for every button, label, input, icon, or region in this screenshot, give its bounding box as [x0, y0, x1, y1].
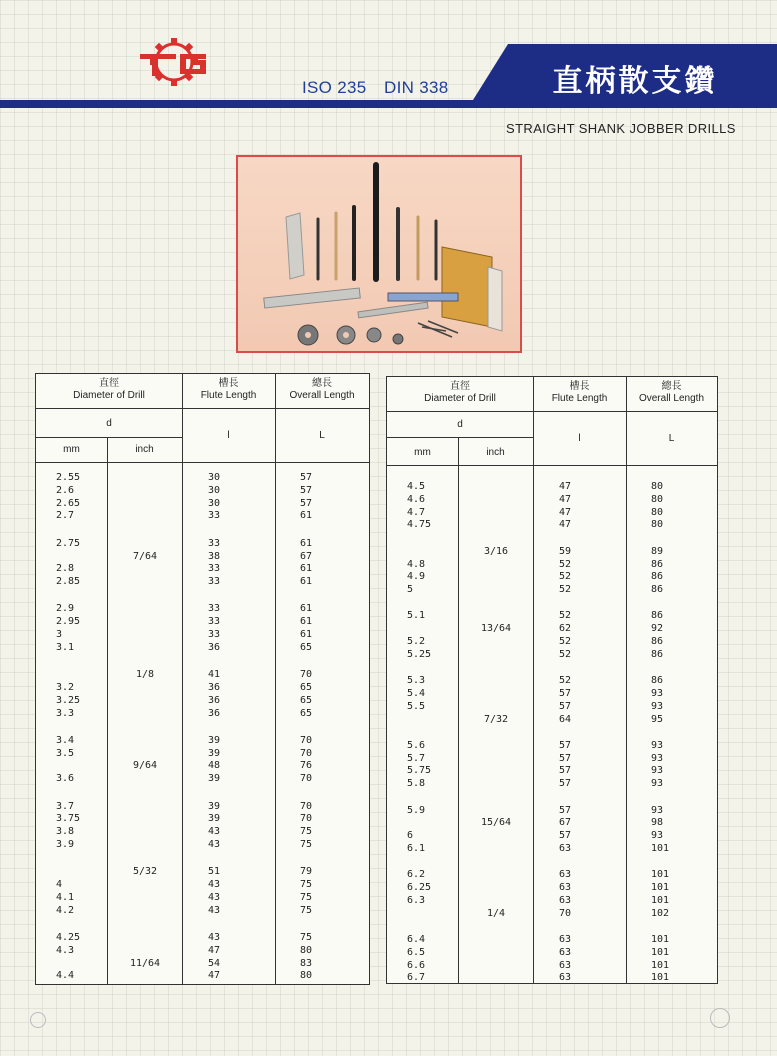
l-header: l	[227, 430, 230, 441]
cell-L: 61	[300, 576, 313, 588]
cell-L: 65	[300, 707, 313, 719]
cell-L: 61	[300, 563, 313, 575]
cell-l: 39	[208, 773, 221, 785]
cell-l: 57	[559, 765, 572, 777]
cell-l: 63	[559, 972, 572, 984]
cell-mm: 6.6	[407, 959, 426, 971]
cell-L: 86	[651, 584, 664, 596]
cell-L: 93	[651, 687, 664, 699]
cell-inch: 15/64	[480, 817, 512, 829]
cell-l: 67	[559, 817, 572, 829]
cell-L: 80	[651, 493, 664, 505]
d-header: d	[457, 419, 463, 430]
cell-mm: 2.9	[56, 603, 75, 615]
cell-mm: 3.1	[56, 641, 75, 653]
cell-L: 70	[300, 773, 313, 785]
cell-L: 102	[651, 907, 670, 919]
cell-L: 93	[651, 778, 664, 790]
cell-L: 86	[651, 571, 664, 583]
cell-l: 57	[559, 752, 572, 764]
cell-l: 63	[559, 946, 572, 958]
cell-l: 39	[208, 747, 221, 759]
cell-l: 63	[559, 882, 572, 893]
cell-mm: 3.9	[56, 838, 75, 850]
cell-mm: 5.75	[407, 765, 432, 777]
cell-mm: 6.25	[407, 882, 432, 893]
cell-l: 43	[208, 904, 221, 916]
diameter-header: 直徑 Diameter of Drill	[424, 381, 496, 404]
cell-mm: 2.95	[56, 616, 81, 628]
cell-L: 93	[651, 830, 664, 842]
cell-l: 33	[208, 563, 221, 575]
cell-mm: 4.1	[56, 891, 75, 903]
cell-mm: 6.4	[407, 933, 426, 945]
cell-L: 86	[651, 558, 664, 570]
cell-l: 43	[208, 931, 221, 943]
cell-mm: 4.2	[56, 904, 75, 916]
overall-length-header: 總長 Overall Length	[638, 381, 705, 404]
cell-l: 52	[559, 584, 572, 596]
cell-mm: 3.75	[56, 813, 81, 825]
cell-l: 54	[208, 957, 221, 969]
cell-l: 57	[559, 739, 572, 751]
cell-l: 30	[208, 472, 221, 483]
cell-L: 57	[300, 472, 313, 483]
cell-mm: 5.5	[407, 700, 426, 712]
cell-L: 65	[300, 681, 313, 693]
cell-l: 63	[559, 869, 572, 881]
cell-inch: 7/64	[132, 550, 158, 562]
cell-mm: 3.4	[56, 734, 75, 746]
cell-inch: 9/64	[132, 760, 158, 772]
cell-L: 57	[300, 497, 313, 509]
cell-mm: 6.1	[407, 842, 426, 854]
cell-L: 93	[651, 804, 664, 816]
cell-l: 43	[208, 838, 221, 850]
cell-l: 51	[208, 866, 221, 878]
cell-l: 47	[559, 481, 572, 492]
cell-mm: 3.3	[56, 707, 75, 719]
cell-L: 93	[651, 700, 664, 712]
flute-length-header: 槽長 Flute Length	[200, 378, 257, 401]
cell-l: 36	[208, 694, 221, 706]
product-photo	[236, 155, 522, 353]
cell-mm: 4.4	[56, 970, 75, 982]
cell-mm: 5.25	[407, 648, 432, 660]
din-standard: DIN 338	[384, 78, 449, 97]
cell-L: 93	[651, 739, 664, 751]
cell-inch: 1/8	[135, 669, 155, 681]
cell-L: 95	[651, 713, 664, 725]
cell-l: 57	[559, 687, 572, 699]
cell-mm: 3.8	[56, 826, 75, 838]
cell-l: 47	[559, 506, 572, 518]
d-header: d	[106, 418, 112, 429]
cell-l: 57	[559, 778, 572, 790]
cell-l: 57	[559, 830, 572, 842]
cell-mm: 5	[407, 584, 414, 596]
cell-mm: 2.85	[56, 576, 81, 588]
cell-l: 30	[208, 484, 221, 496]
cell-l: 64	[559, 713, 572, 725]
cell-L: 67	[300, 550, 313, 562]
cell-mm: 2.6	[56, 484, 75, 496]
cell-l: 57	[559, 804, 572, 816]
overall-length-header: 總長 Overall Length	[289, 378, 355, 401]
cell-l: 52	[559, 571, 572, 583]
cell-mm: 5.8	[407, 778, 426, 790]
cell-l: 30	[208, 497, 221, 509]
iso-standard: ISO 235	[302, 78, 367, 97]
cell-L: 61	[300, 616, 313, 628]
cell-L: 93	[651, 765, 664, 777]
cell-L: 79	[300, 866, 313, 878]
cell-mm: 2.7	[56, 510, 75, 522]
cell-L: 98	[651, 817, 664, 829]
cell-mm: 4.5	[407, 481, 426, 492]
cell-inch: 3/16	[483, 545, 509, 557]
cell-l: 43	[208, 826, 221, 838]
cell-L: 80	[300, 944, 313, 956]
cell-L: 70	[300, 734, 313, 746]
cell-inch: 7/32	[483, 713, 509, 725]
cell-L: 70	[300, 813, 313, 825]
cell-mm: 3	[56, 629, 63, 640]
cell-mm: 4.6	[407, 493, 426, 505]
cell-l: 33	[208, 537, 221, 549]
cell-mm: 2.55	[56, 472, 81, 483]
cell-L: 80	[651, 519, 664, 531]
cell-L: 93	[651, 752, 664, 764]
cell-mm: 2.8	[56, 563, 75, 575]
cell-l: 33	[208, 629, 221, 640]
cell-inch: 11/64	[129, 957, 161, 969]
corner-mark	[30, 1012, 46, 1028]
cell-l: 59	[559, 545, 572, 557]
cell-mm: 6	[407, 830, 414, 842]
cell-l: 39	[208, 734, 221, 746]
cell-L: 101	[651, 869, 670, 881]
cell-mm: 4.9	[407, 571, 426, 583]
cell-L: 101	[651, 933, 670, 945]
cell-inch: 5/32	[132, 866, 158, 878]
l-header: l	[578, 433, 581, 444]
cell-L: 101	[651, 959, 670, 971]
cell-mm: 4	[56, 879, 63, 890]
cell-l: 43	[208, 879, 221, 890]
cell-l: 38	[208, 550, 221, 562]
cell-l: 33	[208, 510, 221, 522]
cell-mm: 5.4	[407, 687, 426, 699]
cell-L: 57	[300, 484, 313, 496]
cell-L: 76	[300, 760, 313, 772]
cell-mm: 4.25	[56, 931, 81, 943]
cell-mm: 3.7	[56, 800, 75, 812]
cell-L: 75	[300, 826, 313, 838]
drill-table-left	[35, 373, 370, 985]
cell-mm: 3.2	[56, 681, 75, 693]
cell-l: 63	[559, 894, 572, 906]
cell-mm: 3.6	[56, 773, 75, 785]
inch-header: inch	[135, 444, 154, 455]
cell-l: 52	[559, 610, 572, 622]
cell-L: 65	[300, 641, 313, 653]
cell-l: 48	[208, 760, 221, 772]
cell-inch: 13/64	[480, 623, 512, 635]
cell-mm: 6.3	[407, 894, 426, 906]
cell-mm: 2.75	[56, 537, 81, 549]
cell-l: 47	[208, 970, 221, 982]
cell-L: 75	[300, 879, 313, 890]
cell-l: 52	[559, 675, 572, 687]
cell-L: 75	[300, 904, 313, 916]
flute-length-header: 槽長 Flute Length	[551, 381, 608, 404]
cell-l: 47	[208, 944, 221, 956]
cell-l: 52	[559, 558, 572, 570]
cell-L: 61	[300, 537, 313, 549]
drill-table-right	[386, 376, 718, 984]
cell-l: 63	[559, 959, 572, 971]
cell-L: 86	[651, 648, 664, 660]
page-subtitle: STRAIGHT SHANK JOBBER DRILLS	[506, 121, 736, 136]
cell-l: 47	[559, 519, 572, 531]
cell-L: 86	[651, 636, 664, 647]
cell-l: 33	[208, 576, 221, 588]
cell-l: 47	[559, 493, 572, 505]
cell-l: 36	[208, 641, 221, 653]
cell-L: 101	[651, 946, 670, 958]
cell-mm: 4.8	[407, 558, 426, 570]
cell-L: 86	[651, 610, 664, 622]
cell-L: 75	[300, 931, 313, 943]
cell-mm: 4.3	[56, 944, 75, 956]
cell-mm: 6.7	[407, 972, 426, 984]
cell-L: 83	[300, 957, 313, 969]
cell-mm: 6.5	[407, 946, 426, 958]
cell-L: 92	[651, 623, 664, 635]
diameter-header: 直徑 Diameter of Drill	[73, 378, 145, 401]
cell-L: 80	[651, 481, 664, 492]
page-title: 直柄散支鑽	[552, 64, 718, 99]
cell-l: 36	[208, 707, 221, 719]
cell-l: 52	[559, 648, 572, 660]
cell-mm: 5.6	[407, 739, 426, 751]
cell-L: 101	[651, 882, 670, 893]
L-header: L	[668, 433, 675, 444]
cell-l: 36	[208, 681, 221, 693]
cell-L: 61	[300, 629, 313, 640]
cell-mm: 4.7	[407, 506, 426, 518]
cell-inch: 1/4	[486, 907, 506, 919]
cell-l: 41	[208, 669, 221, 681]
company-logo	[136, 36, 212, 88]
inch-header: inch	[486, 447, 505, 458]
L-header: L	[319, 430, 325, 441]
cell-L: 61	[300, 603, 313, 615]
corner-mark	[710, 1008, 730, 1028]
cell-l: 63	[559, 933, 572, 945]
cell-l: 39	[208, 813, 221, 825]
cell-L: 101	[651, 894, 670, 906]
cell-L: 75	[300, 891, 313, 903]
cell-L: 70	[300, 747, 313, 759]
cell-l: 43	[208, 891, 221, 903]
cell-l: 39	[208, 800, 221, 812]
cell-L: 101	[651, 842, 670, 854]
cell-L: 89	[651, 545, 664, 557]
cell-L: 86	[651, 675, 664, 687]
cell-mm: 3.25	[56, 694, 81, 706]
cell-l: 52	[559, 636, 572, 647]
cell-l: 57	[559, 700, 572, 712]
cell-mm: 5.2	[407, 636, 426, 647]
mm-header: mm	[414, 447, 431, 458]
cell-L: 70	[300, 800, 313, 812]
cell-l: 33	[208, 603, 221, 615]
cell-L: 70	[300, 669, 313, 681]
cell-L: 80	[651, 506, 664, 518]
cell-l: 62	[559, 623, 572, 635]
cell-L: 75	[300, 838, 313, 850]
cell-l: 63	[559, 842, 572, 854]
cell-l: 70	[559, 907, 572, 919]
cell-mm: 4.75	[407, 519, 432, 531]
cell-mm: 3.5	[56, 747, 75, 759]
cell-mm: 5.9	[407, 804, 426, 816]
cell-L: 101	[651, 972, 670, 984]
cell-mm: 5.1	[407, 610, 426, 622]
cell-mm: 5.3	[407, 675, 426, 687]
cell-L: 61	[300, 510, 313, 522]
cell-mm: 5.7	[407, 752, 426, 764]
cell-mm: 6.2	[407, 869, 426, 881]
cell-L: 80	[300, 970, 313, 982]
cell-l: 33	[208, 616, 221, 628]
cell-mm: 2.65	[56, 497, 81, 509]
cell-L: 65	[300, 694, 313, 706]
mm-header: mm	[63, 444, 80, 455]
